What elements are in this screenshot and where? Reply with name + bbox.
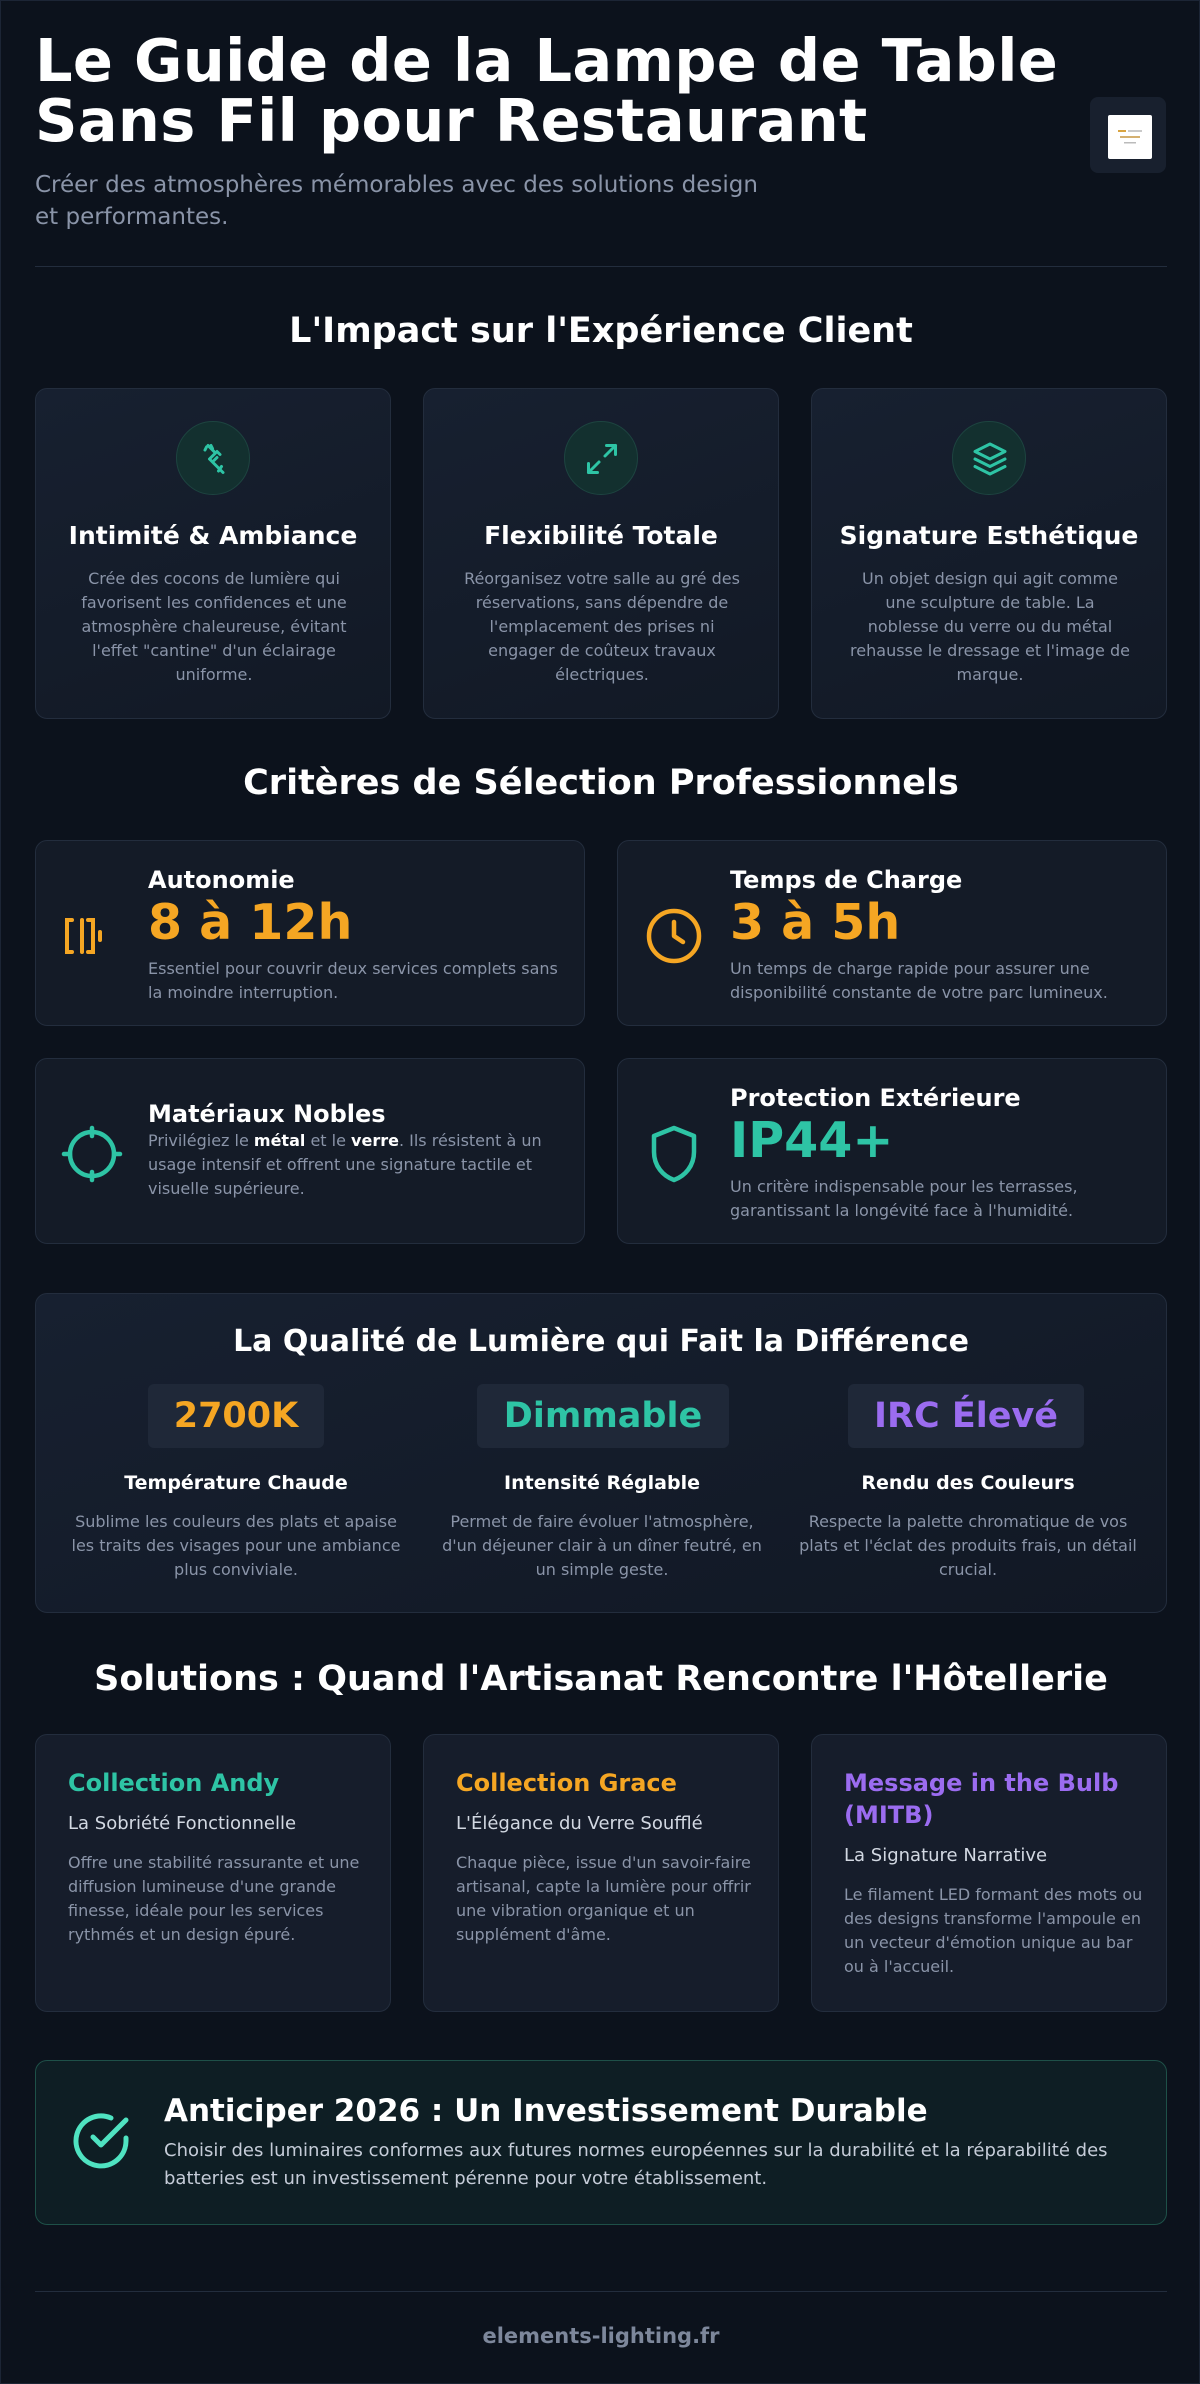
impact-card-text: Crée des cocons de lumière qui favorisent les confidences et une atmosphère chaleureuse, évitant l'effet "cantine" d'un éclairage uniforme. xyxy=(81,569,347,684)
page-header xyxy=(35,26,1167,267)
criteria-title: Protection Extérieure xyxy=(730,1084,1021,1112)
solution-title: Message in the Bulb (MITB) xyxy=(844,1769,1119,1829)
page-title-line1: Le Guide de la Lampe de Table xyxy=(35,26,1059,95)
impact-section-title: L'Impact sur l'Expérience Client xyxy=(289,311,913,351)
clock-icon xyxy=(642,904,706,968)
sparkle-icon xyxy=(176,421,250,495)
impact-card-title: Signature Esthétique xyxy=(839,521,1139,550)
criteria-title: Autonomie xyxy=(148,866,295,894)
future-title: Anticiper 2026 : Un Investissement Durable xyxy=(164,2093,928,2129)
criteria-card-charge xyxy=(617,840,1167,1026)
page-title-line2: Sans Fil pour Restaurant xyxy=(35,86,868,155)
solution-card-andy xyxy=(35,1734,391,2012)
criteria-value: 8 à 12h xyxy=(148,894,353,951)
criteria-value: IP44+ xyxy=(730,1112,894,1169)
impact-card-intimite xyxy=(35,388,391,719)
solution-card-mitb xyxy=(811,1734,1167,2012)
page-subtitle xyxy=(35,169,815,233)
solutions-section-title: Solutions : Quand l'Artisanat Rencontre l'Hôtellerie xyxy=(94,1659,1108,1699)
quality-item-text: Respecte la palette chromatique de vos plats et l'éclat des produits frais, un détail crucial. xyxy=(799,1512,1137,1579)
future-text: Choisir des luminaires conformes aux futures normes européennes sur la durabilité et la réparabilité des batteries est un investissement pérenne pour votre établissement. xyxy=(164,2140,1108,2189)
impact-card-title: Intimité & Ambiance xyxy=(68,521,358,550)
criteria-card-materiaux xyxy=(35,1058,585,1244)
solution-text: Offre une stabilité rassurante et une diffusion lumineuse d'une grande finesse, idéale pour les services rythmés et un design épuré. xyxy=(68,1853,360,1944)
light-quality-panel xyxy=(35,1293,1167,1613)
quality-item-title: Température Chaude xyxy=(124,1472,348,1494)
solution-subtitle: L'Élégance du Verre Soufflé xyxy=(456,1813,703,1834)
criteria-body xyxy=(730,1083,1150,1223)
criteria-card-protection xyxy=(617,1058,1167,1244)
impact-card-signature xyxy=(811,388,1167,719)
page-title xyxy=(35,26,1095,155)
criteria-body xyxy=(148,1099,568,1201)
expand-arrows-icon xyxy=(564,421,638,495)
check-circle-icon xyxy=(70,2110,132,2176)
solution-subtitle: La Sobriété Fonctionnelle xyxy=(68,1813,297,1834)
criteria-text-bold: métal xyxy=(253,1131,306,1150)
criteria-text: Essentiel pour couvrir deux services complets sans la moindre interruption. xyxy=(148,959,558,1002)
criteria-text: Un critère indispensable pour les terrasses, garantissant la longévité face à l'humidité. xyxy=(730,1177,1078,1220)
quality-item-text: Permet de faire évoluer l'atmosphère, d'un déjeuner clair à un dîner feutré, en un simple geste. xyxy=(442,1512,762,1579)
page-subtitle-line1: Créer des atmosphères mémorables avec des solutions design xyxy=(35,172,758,198)
quality-badge: IRC Élevé xyxy=(848,1384,1084,1448)
solution-title: Collection Andy xyxy=(68,1769,280,1797)
criteria-text-part: et le xyxy=(305,1131,352,1150)
solution-card-grace xyxy=(423,1734,779,2012)
criteria-text: Un temps de charge rapide pour assurer une disponibilité constante de votre parc lumineux. xyxy=(730,959,1108,1002)
future-investment-panel xyxy=(35,2060,1167,2225)
footer-website: elements-lighting.fr xyxy=(482,2324,720,2348)
impact-card-text: Un objet design qui agit comme une sculpture de table. La noblesse du verre ou du métal rehausse le dressage et l'image de marque. xyxy=(850,569,1130,684)
quality-item-text: Sublime les couleurs des plats et apaise les traits des visages pour une ambiance plus conviviale. xyxy=(71,1512,401,1579)
impact-card-flexibilite xyxy=(423,388,779,719)
logo-image xyxy=(1108,115,1152,159)
brand-logo xyxy=(1090,97,1166,173)
solution-text: Le filament LED formant des mots ou des designs transforme l'ampoule en un vecteur d'émotion unique au bar ou à l'accueil. xyxy=(844,1885,1143,1976)
solution-subtitle: La Signature Narrative xyxy=(844,1845,1048,1866)
criteria-body xyxy=(148,865,568,1005)
battery-icon xyxy=(60,904,124,968)
quality-item-title: Intensité Réglable xyxy=(504,1472,700,1494)
criteria-section-title: Critères de Sélection Professionnels xyxy=(243,763,959,803)
criteria-text-part: Privilégiez le xyxy=(148,1131,254,1150)
solution-text: Chaque pièce, issue d'un savoir-faire artisanal, capte la lumière pour offrir une vibration organique et un supplément d'âme. xyxy=(456,1853,751,1944)
criteria-text-bold: verre xyxy=(351,1131,399,1150)
criteria-body xyxy=(730,865,1150,1005)
criteria-title: Temps de Charge xyxy=(730,866,963,894)
quality-badge: Dimmable xyxy=(477,1384,729,1448)
quality-title: La Qualité de Lumière qui Fait la Différence xyxy=(233,1324,969,1359)
quality-item-title: Rendu des Couleurs xyxy=(861,1472,1075,1494)
criteria-card-autonomie xyxy=(35,840,585,1026)
criteria-value: 3 à 5h xyxy=(730,894,901,951)
criteria-text-part: . Ils résistent à un usage intensif et offrent une signature tactile et visuelle supérieure. xyxy=(148,1131,542,1198)
layers-icon xyxy=(952,421,1026,495)
criteria-title: Matériaux Nobles xyxy=(148,1100,386,1128)
quality-badge: 2700K xyxy=(148,1384,324,1448)
crosshair-icon xyxy=(60,1122,124,1186)
page-subtitle-line2: et performantes. xyxy=(35,204,229,230)
solution-title: Collection Grace xyxy=(456,1769,677,1797)
impact-card-title: Flexibilité Totale xyxy=(484,521,718,550)
impact-card-text: Réorganisez votre salle au gré des réservations, sans dépendre de l'emplacement des prises ni engager de coûteux travaux électriques. xyxy=(464,569,740,684)
footer-divider xyxy=(35,2291,1167,2292)
criteria-text xyxy=(148,1129,568,1201)
shield-icon xyxy=(642,1122,706,1186)
